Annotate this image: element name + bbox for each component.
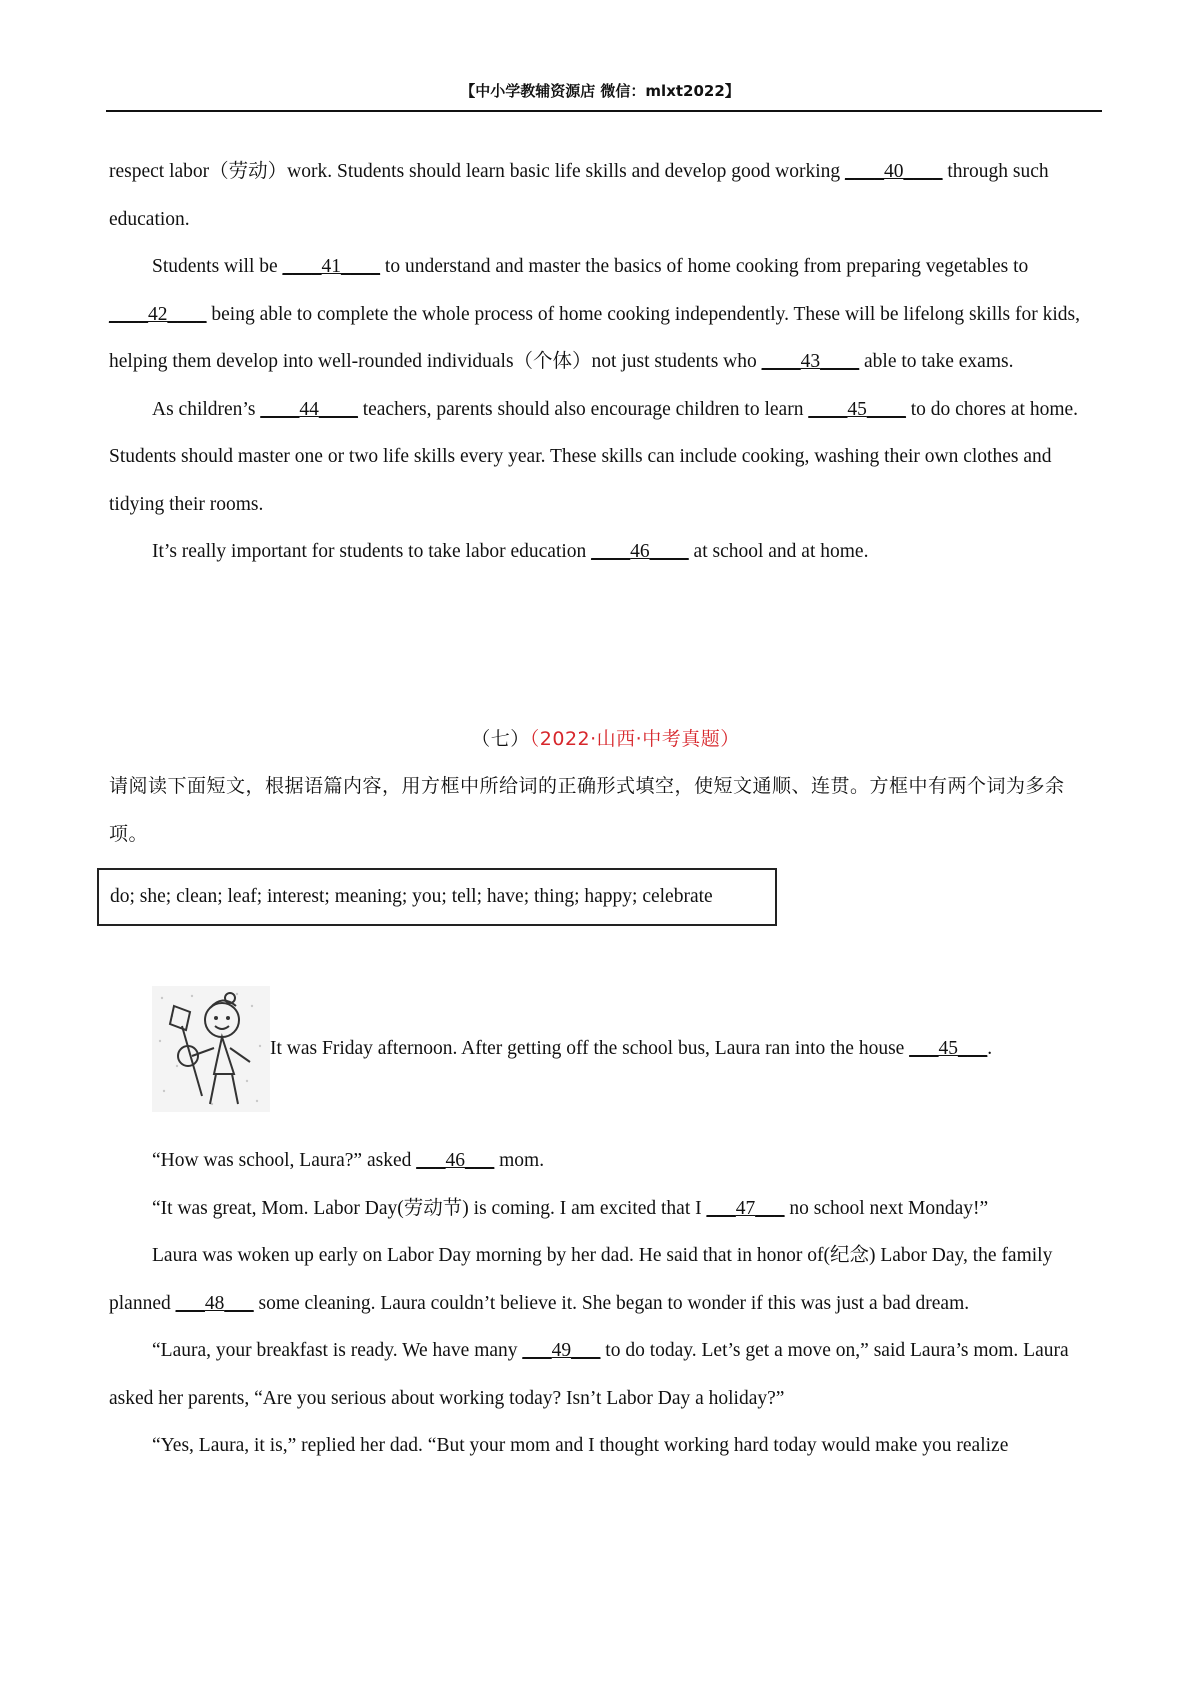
blank-number: 42 xyxy=(148,303,168,325)
blank-43: ____43____ xyxy=(761,351,860,372)
vertical-spacer xyxy=(109,576,1102,716)
text-run: mom. xyxy=(494,1150,545,1171)
blank-45b: ___45___ xyxy=(909,1038,988,1060)
text-run: As children’s xyxy=(152,398,261,420)
blank-number: 49 xyxy=(551,1340,572,1361)
blank-number: 46 xyxy=(630,541,650,562)
blank-46: ____46____ xyxy=(591,541,689,562)
passage1-paragraph-2 xyxy=(109,243,1102,386)
blank-number: 44 xyxy=(299,398,319,420)
story-sentence-1 xyxy=(270,1025,992,1073)
passage1-paragraph-3 xyxy=(109,386,1102,529)
blank-42: ____42____ xyxy=(109,303,207,325)
story-paragraph-3 xyxy=(109,1185,1102,1233)
text-run: teachers, parents should also encourage children to learn xyxy=(357,398,809,420)
passage1-paragraph-1 xyxy=(109,148,1102,243)
blank-46b: ___46___ xyxy=(416,1150,495,1171)
text-run: Students will be xyxy=(152,256,283,277)
blank-47: ___47___ xyxy=(706,1197,785,1219)
story-paragraph-4 xyxy=(109,1232,1102,1327)
word-bank-box: do; she; clean; leaf; interest; meaning; you; tell; have; thing; happy; celebrate xyxy=(97,868,777,926)
section-source: （2022·山西·中考真题） xyxy=(529,727,740,750)
text-run: no school next Monday!” xyxy=(784,1197,989,1219)
blank-49: ___49___ xyxy=(522,1340,601,1361)
text-run: respect labor（劳动）work. Students should learn basic life skills and develop good working xyxy=(109,161,845,182)
girl-cartoon-icon xyxy=(152,986,270,1112)
blank-number: 48 xyxy=(204,1292,225,1314)
text-run: to do today. Let’s get a move on,” said Laura’s mom. Laura asked her parents, “Are you serious about working today? Isn’t Labor Day a holiday?” xyxy=(109,1340,1069,1409)
illustration-row xyxy=(109,986,1102,1112)
blank-number: 47 xyxy=(735,1197,756,1219)
blank-45: ____45____ xyxy=(808,398,906,420)
blank-number: 43 xyxy=(800,351,821,372)
text-run: being able to complete the whole process of home cooking independently. These will be lifelong skills for kids, helping them develop into well-rounded individuals（个体）not just students who xyxy=(109,303,1081,372)
section-title xyxy=(109,716,1102,764)
text-run: “It was great, Mom. Labor Day(劳动节) is coming. I am excited that I xyxy=(152,1197,707,1219)
page-content xyxy=(109,148,1102,1470)
text-run: “Laura, your breakfast is ready. We have many xyxy=(152,1340,523,1361)
text-run: at school and at home. xyxy=(688,541,869,562)
blank-48: ___48___ xyxy=(175,1292,254,1314)
header-divider xyxy=(106,110,1102,112)
story-paragraph-2 xyxy=(109,1137,1102,1185)
blank-41: ____41____ xyxy=(282,256,381,277)
blank-number: 41 xyxy=(321,256,342,277)
text-run: some cleaning. Laura couldn’t believe it. She began to wonder if this was just a bad dream. xyxy=(253,1292,970,1314)
story-paragraph-6: “Yes, Laura, it is,” replied her dad. “But your mom and I thought working hard today would make you realize xyxy=(152,1435,1009,1456)
story-paragraph-5 xyxy=(109,1327,1102,1422)
section-number: （七） xyxy=(471,727,530,750)
text-run: . xyxy=(987,1038,993,1060)
text-run: to do chores at home. Students should master one or two life skills every year. These skills can include cooking, washing their own clothes and tidying their rooms. xyxy=(109,398,1079,515)
blank-number: 46 xyxy=(445,1150,465,1171)
blank-number: 40 xyxy=(884,161,904,182)
text-run: “How was school, Laura?” asked xyxy=(152,1150,417,1171)
page-header: 【中小学教辅资源店 微信：mlxt2022】 xyxy=(460,82,740,100)
blank-number: 45 xyxy=(847,398,867,420)
text-run: Laura was woken up early on Labor Day morning by her dad. He said that in honor of(纪念) Labor Day, the family planned xyxy=(109,1245,1053,1314)
text-run: able to take exams. xyxy=(859,351,1014,372)
text-run: It was Friday afternoon. After getting off the school bus, Laura ran into the house xyxy=(270,1038,910,1060)
passage1-paragraph-4 xyxy=(109,528,1102,576)
blank-44: ____44____ xyxy=(260,398,358,420)
text-run: through such education. xyxy=(109,161,1049,230)
blank-40: ____40____ xyxy=(845,161,943,182)
text-run: to understand and master the basics of home cooking from preparing vegetables to xyxy=(380,256,1029,277)
text-run: It’s really important for students to take labor education xyxy=(152,541,592,562)
section-instructions: 请阅读下面短文，根据语篇内容，用方框中所给词的正确形式填空，使短文通顺、连贯。方框中有两个词为多余项。 xyxy=(109,775,1065,845)
blank-number: 45 xyxy=(938,1038,958,1060)
